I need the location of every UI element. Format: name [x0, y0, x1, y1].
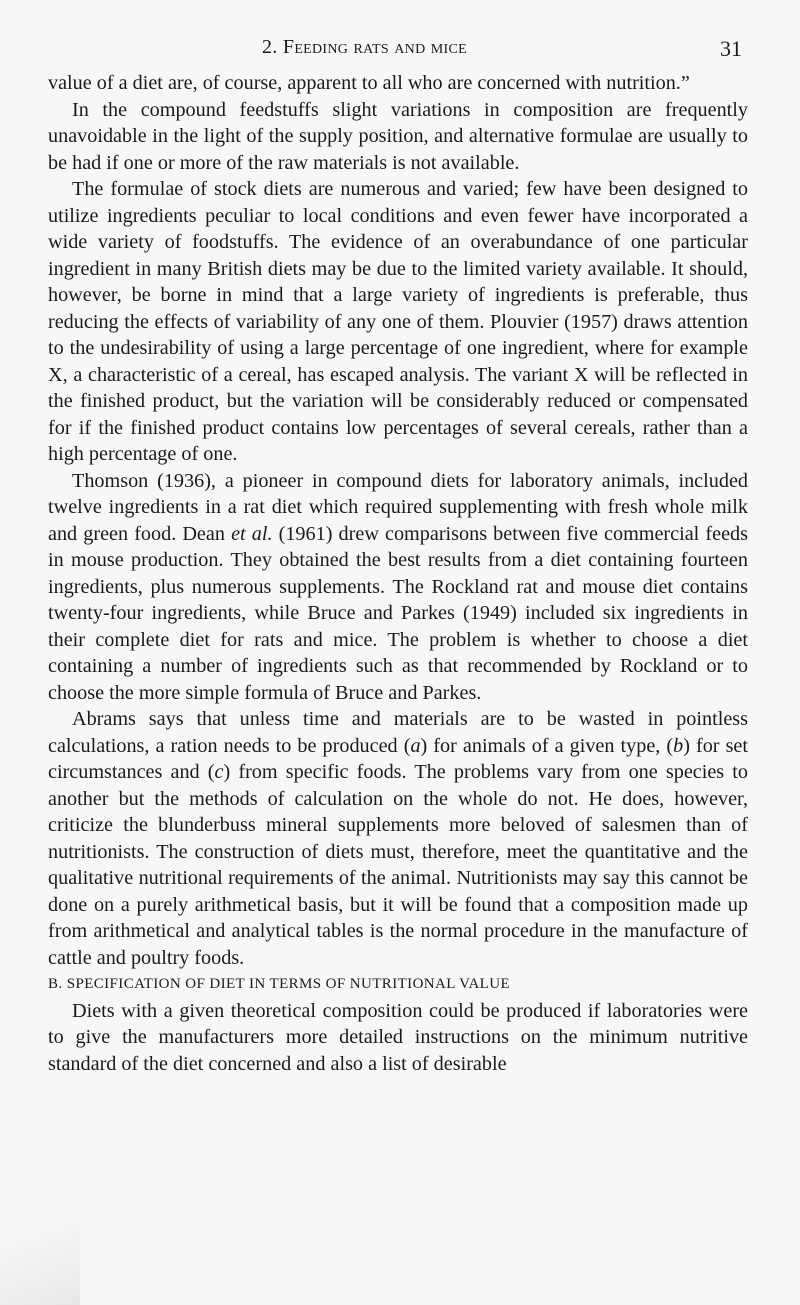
abrams-letter-b: b	[673, 734, 684, 757]
thomson-text-1: Thomson (1936), a pioneer in compound diets for laboratory animals, included twelve ingredients in a rat diet which required supplementing with fresh whole milk and green food. Dean	[48, 469, 748, 545]
paragraph-continued: value of a diet are, of course, apparent to all who are concerned with nutrition.”	[48, 72, 690, 94]
paragraph-abrams	[48, 706, 748, 971]
thomson-text-3: The Rockland rat and mouse diet contains twenty-four ingredients, while Bruce and Parkes (1949) included six ingredients in their complete diet for rats and mice. The problem is whether to choose a diet containing a number of ingredients such as that recommended by Rockland or to choose the more simple formula of Bruce and Parkes.	[48, 575, 748, 704]
chapter-title	[262, 36, 467, 59]
abrams-letter-c: c	[214, 761, 224, 783]
et-al-italic: et al.	[231, 522, 273, 545]
abrams-text-1: Abrams says that unless time and materials are to be wasted in pointless calculations, a ration needs to be produced (	[48, 708, 748, 757]
section-heading: B. SPECIFICATION OF DIET IN TERMS OF NUTRITIONAL VALUE	[48, 976, 511, 992]
chapter-title-text: 2. Feeding rats and mice	[262, 36, 467, 58]
page-number: 31	[720, 36, 742, 61]
paragraph-thomson	[48, 468, 748, 707]
running-head	[48, 36, 748, 68]
paragraph-feedstuffs: In the compound feedstuffs slight variations in composition are frequently unavoidable in the light of the supply position, and alternative formulae are usually to be had if one or more of the raw materials is not available.	[48, 98, 748, 174]
paragraph-specification: Diets with a given theoretical composition could be produced if laboratories were to give the manufacturers more detailed instructions on the minimum nutritive standard of the diet concerned and also a list of desirable	[48, 999, 748, 1075]
thomson-text-2: (1961) drew comparisons between five commercial feeds in mouse production. They obtained the best results from a diet containing fourteen ingredients, plus numerous supplements.	[48, 522, 748, 598]
abrams-text-2: ) for animals of a given type, (	[420, 734, 674, 757]
abrams-text-3: ) for set circumstances and (	[48, 734, 748, 783]
page-edge-shadow	[0, 1185, 80, 1305]
body-text	[48, 70, 748, 1077]
abrams-text-4: ) from specific foods.	[223, 761, 415, 783]
abrams-text-5: The problems vary from one species to another but the methods of calculation on the whole do not. He does, however, criticize the blunderbuss mineral supplements more beloved of salesmen than of nutritionists. The construction of diets must, therefore, meet the quantitative and the qualitative nutritional requirements of the animal. Nutritionists may say this cannot be done on a purely arithmetical basis, but it will be found that a composition made up from arithmetical and analytical tables is the normal procedure in the manufacture of cattle and poultry foods.	[48, 761, 749, 969]
abrams-letter-a: a	[410, 734, 421, 757]
paragraph-formulae: The formulae of stock diets are numerous and varied; few have been designed to utilize ingredients peculiar to local conditions and even fewer have incorporated a wide variety of foodstuffs. The evidence of an overabundance of one particular ingredient in many British diets may be due to the limited variety available. It should, however, be borne in mind that a large variety of ingredients is preferable, thus reducing the effects of variability of any one of them. Plouvier (1957) draws attention to the undesirability of using a large percentage of one ingredient, where for example X, a characteristic of a cereal, has escaped analysis. The variant X will be reflected in the finished product, but the variation will be considerably reduced or compensated for if the finished product contains low percentages of several cereals, rather than a high percentage of one.	[48, 178, 748, 465]
